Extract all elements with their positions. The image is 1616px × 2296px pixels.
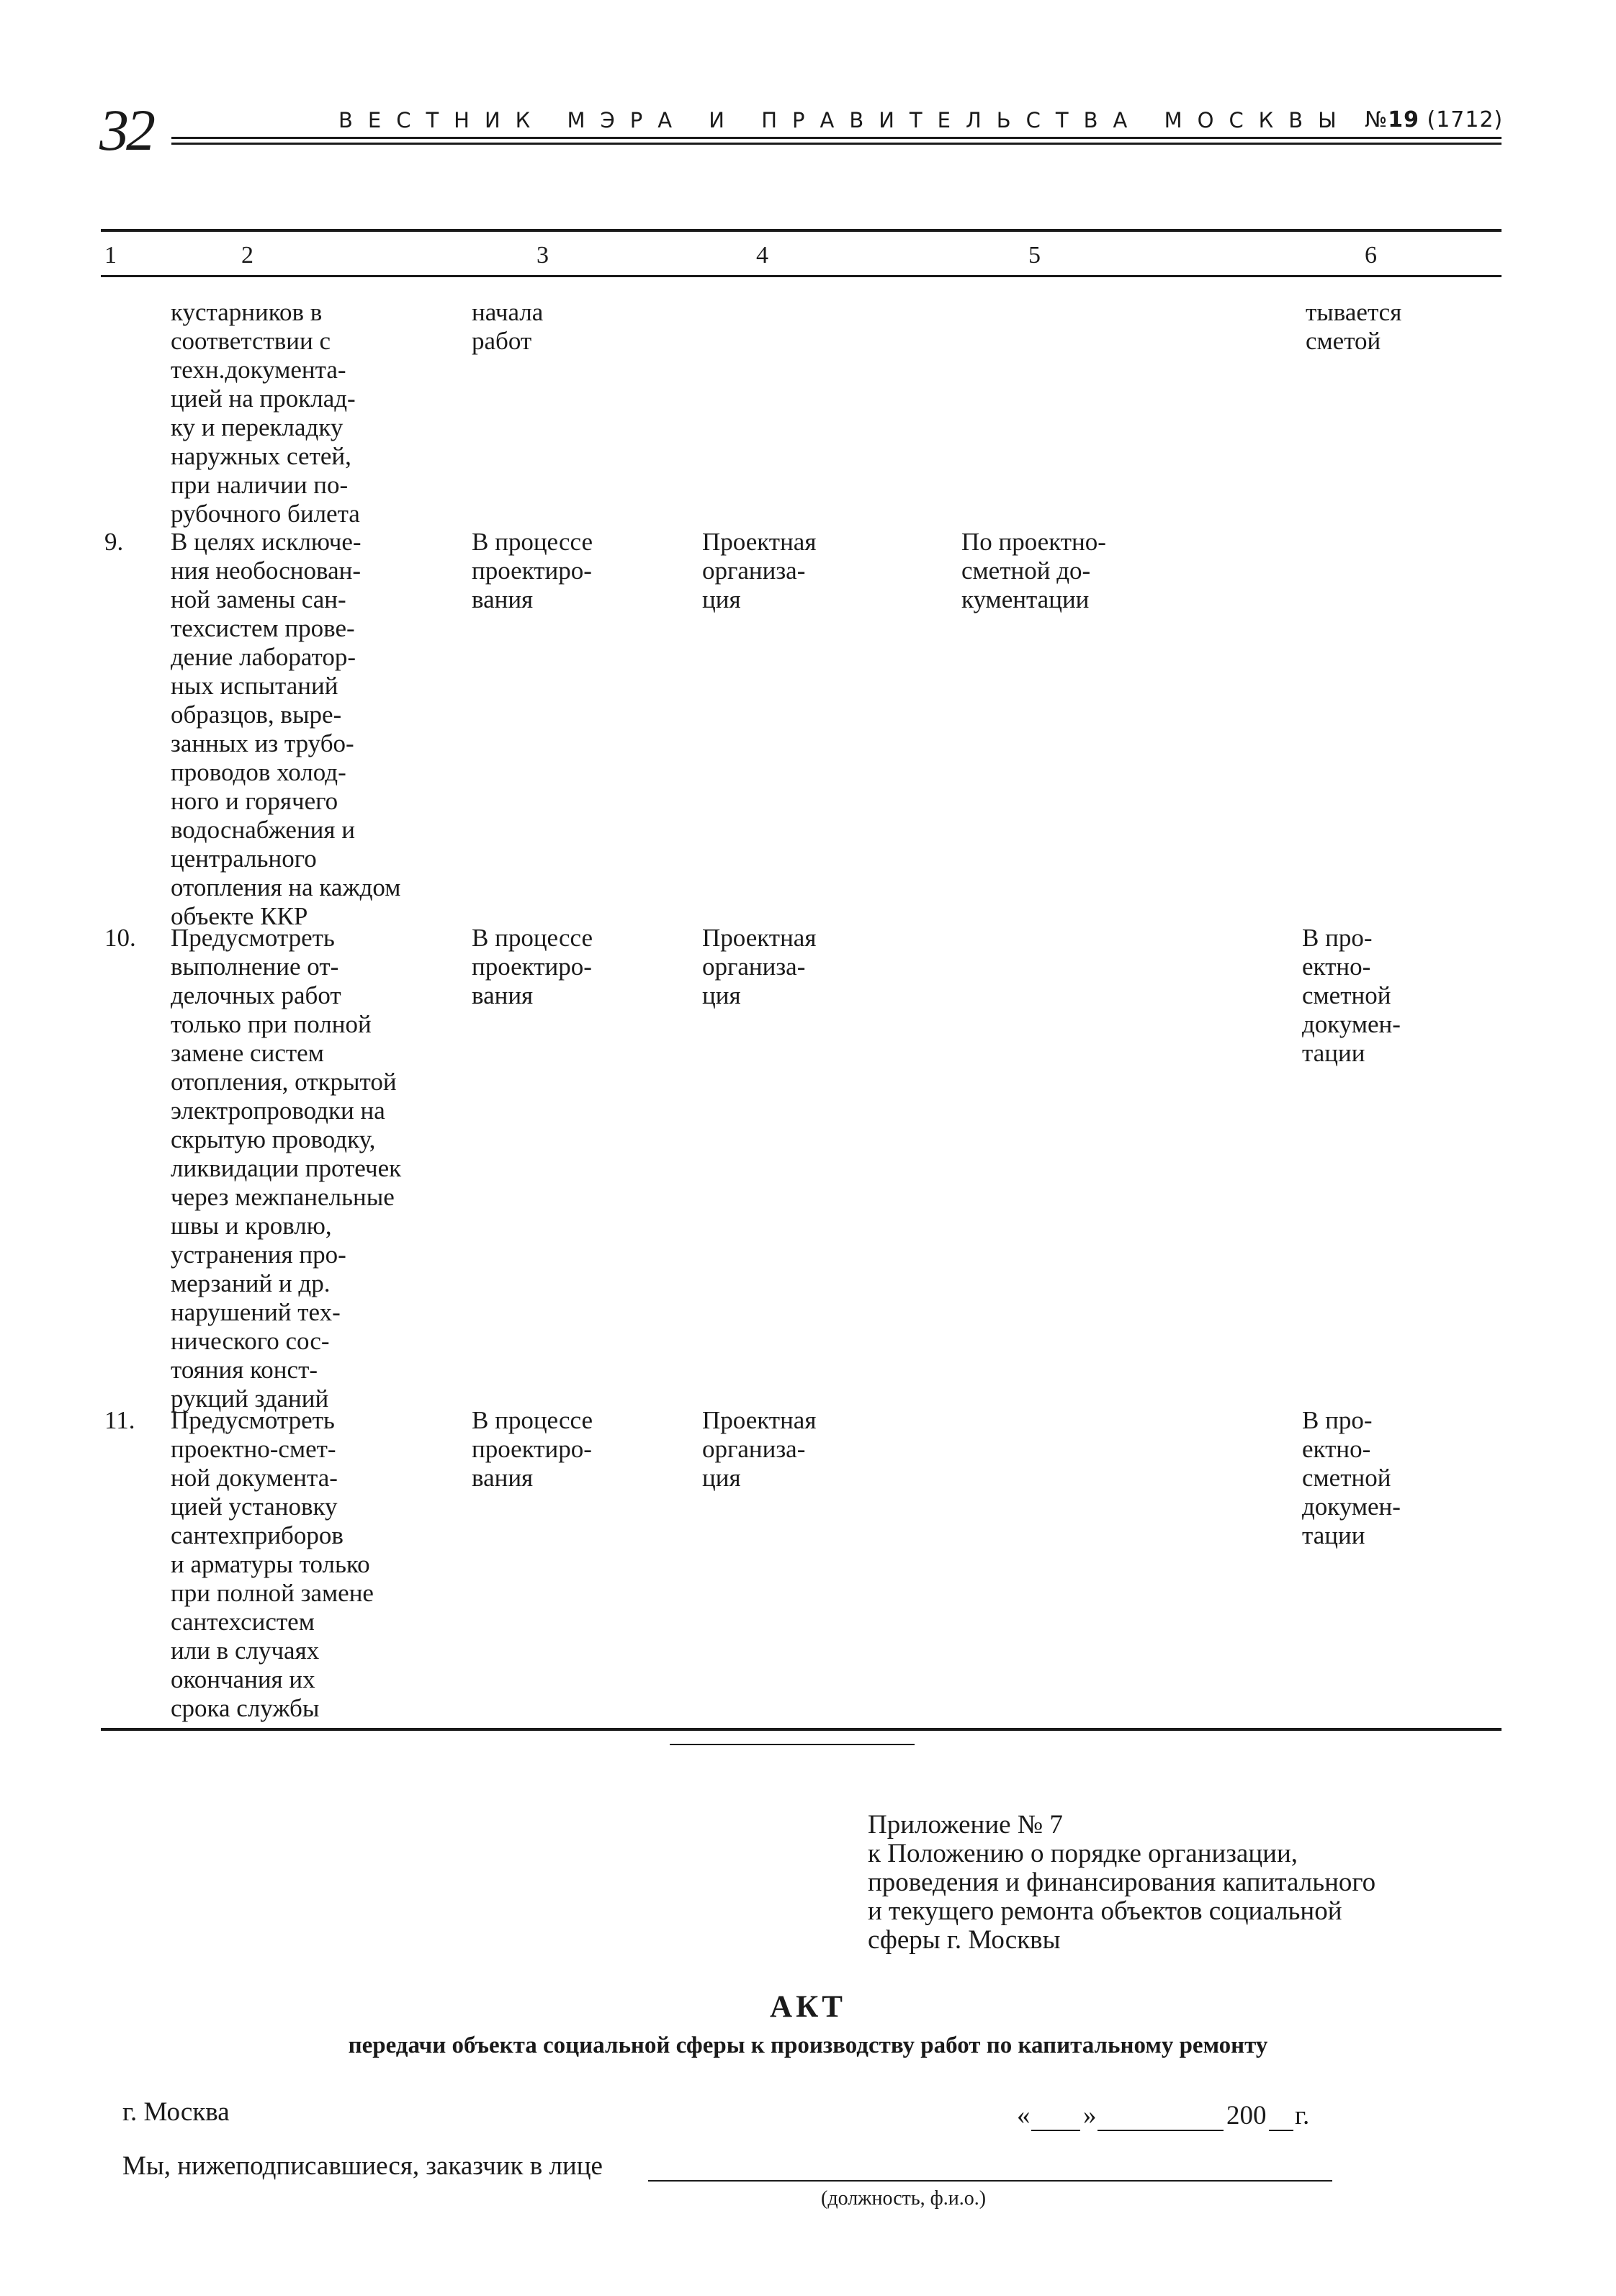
column-number-6: 6 bbox=[1365, 242, 1377, 269]
signatories-text: Мы, нижеподписавшиеся, заказчик в лице bbox=[122, 2151, 603, 2181]
row-description: Предусмотреть проектно-смет- ной документа- цией установку сантехприборов и арматуры только при полной замене сантехсистем или в случаях окончания их срока службы bbox=[171, 1406, 374, 1722]
header-rule-bottom bbox=[171, 143, 1501, 145]
row-description: Предусмотреть выполнение от- делочных работ только при полной замене систем отопления, открытой электропроводки на скрытую проводку, ликвидации протечек через межпанельные швы и кровлю, устранения про- мерзаний и др. нарушений тех- нического сос- тояния конст- рукций зданий bbox=[171, 924, 402, 1413]
date-day-blank bbox=[1031, 2130, 1080, 2131]
continuation-term: начала работ bbox=[472, 298, 544, 355]
issue-prefix: № bbox=[1365, 107, 1388, 132]
appendix-block bbox=[868, 1811, 1375, 1955]
page-number: 32 bbox=[99, 97, 153, 163]
row-term: В процессе проектиро- вания bbox=[472, 924, 593, 1009]
table-bottom-rule bbox=[101, 1728, 1501, 1731]
row-term: В процессе проектиро- вания bbox=[472, 1406, 593, 1492]
table-header-rule bbox=[101, 275, 1501, 277]
act-subtitle: передачи объекта социальной сферы к производству работ по капитальному ремонту bbox=[348, 2032, 1268, 2058]
continuation-description: кустарников в соответствии с техн.документа- цией на проклад- ку и перекладку наружных сетей, при наличии по- рубочного билета bbox=[171, 298, 360, 528]
date-close-quote: » bbox=[1083, 2101, 1097, 2130]
row-number: 11. bbox=[104, 1406, 135, 1434]
row-term: В процессе проектиро- вания bbox=[472, 528, 593, 613]
row-basis: По проектно- сметной до- кументации bbox=[961, 528, 1106, 613]
date-suffix: г. bbox=[1295, 2101, 1310, 2130]
continuation-note: тывается сметой bbox=[1306, 298, 1402, 355]
date-open-quote: « bbox=[1017, 2101, 1031, 2130]
row-description: В целях исключе- ния необоснован- ной замены сан- техсистем прове- дение лаборатор- ных испытаний образцов, выре- занных из трубо- проводов холод- ного и горячего водоснабжения и центрального отопления на каждом объекте ККР bbox=[171, 528, 401, 930]
journal-title: ВЕСТНИК МЭРА И ПРАВИТЕЛЬСТВА МОСКВЫ bbox=[338, 108, 1352, 132]
row-note: В про- ектно- сметной докумен- тации bbox=[1302, 1406, 1401, 1549]
column-number-3: 3 bbox=[537, 242, 549, 269]
issue-label bbox=[1365, 107, 1503, 132]
issue-total: (1712) bbox=[1427, 107, 1504, 132]
date-year: 200 bbox=[1226, 2101, 1267, 2130]
row-executor: Проектная организа- ция bbox=[702, 528, 817, 613]
act-city: г. Москва bbox=[122, 2097, 230, 2127]
date-year-blank bbox=[1269, 2130, 1293, 2131]
column-number-2: 2 bbox=[241, 242, 253, 269]
row-executor: Проектная организа- ция bbox=[702, 924, 817, 1009]
table-top-rule bbox=[101, 229, 1501, 232]
column-number-1: 1 bbox=[104, 242, 117, 269]
column-number-4: 4 bbox=[756, 242, 768, 269]
signatories-caption: (должность, ф.и.о.) bbox=[821, 2187, 987, 2210]
date-month-blank bbox=[1097, 2130, 1224, 2131]
row-note: В про- ектно- сметной докумен- тации bbox=[1302, 924, 1401, 1067]
act-title: АКТ bbox=[770, 1990, 846, 2024]
appendix-body: к Положению о порядке организации, проведения и финансирования капитального и текущего ремонта объектов социальной сферы г. Москвы bbox=[868, 1839, 1376, 1955]
column-number-5: 5 bbox=[1028, 242, 1041, 269]
section-separator bbox=[670, 1744, 915, 1745]
signatories-blank-line bbox=[648, 2180, 1332, 2182]
header-rule-top bbox=[171, 137, 1501, 139]
row-number: 10. bbox=[104, 924, 136, 952]
issue-number: 19 bbox=[1388, 107, 1419, 132]
row-number: 9. bbox=[104, 528, 124, 556]
appendix-title: Приложение № 7 bbox=[868, 1810, 1063, 1840]
row-executor: Проектная организа- ция bbox=[702, 1406, 817, 1492]
